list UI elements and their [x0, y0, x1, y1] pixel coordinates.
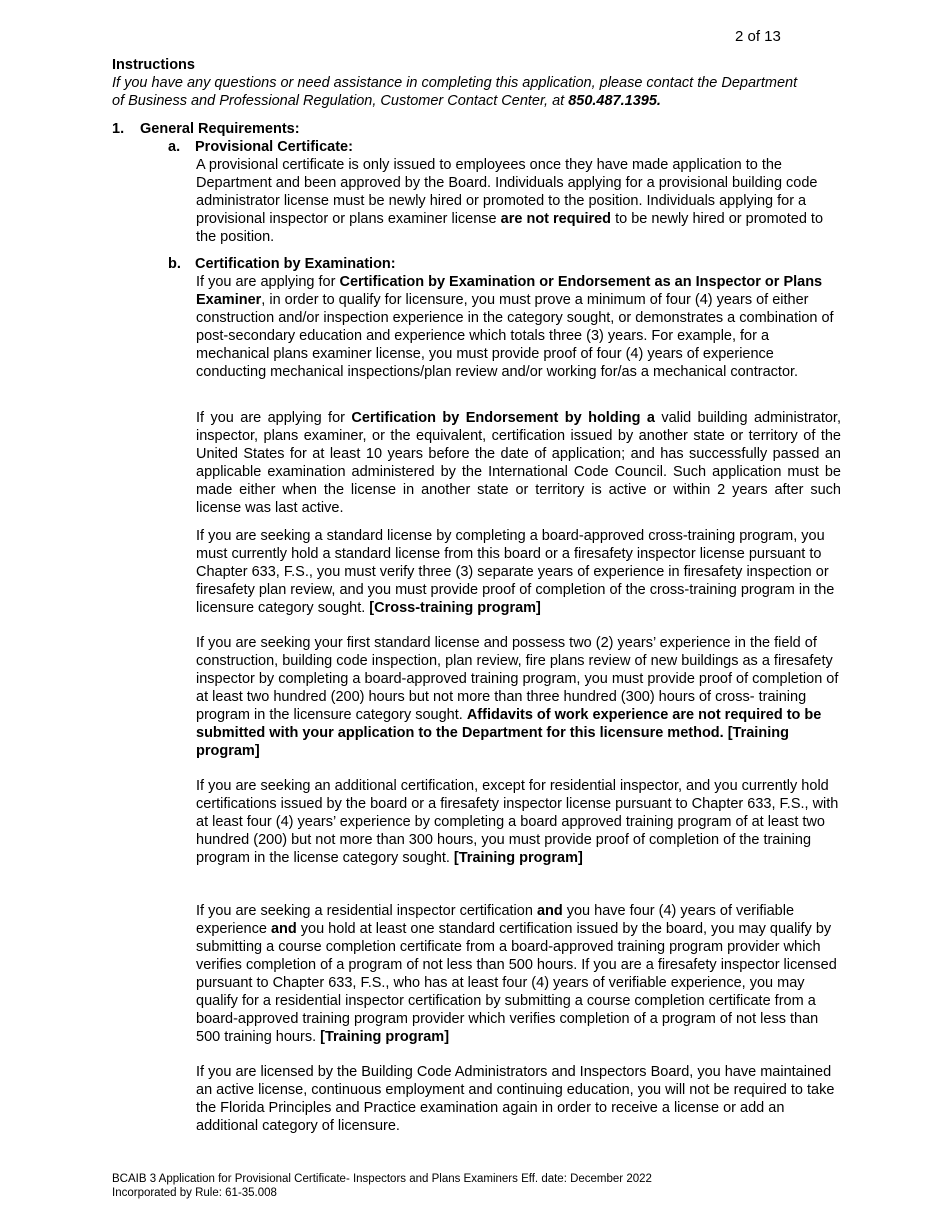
footer-form-info: BCAIB 3 Application for Provisional Certificate- Inspectors and Plans Examiners Eff. date: December 2022 [112, 1173, 652, 1185]
provisional-text-b: to be newly hired or promoted to the position. [196, 211, 824, 245]
p1-text-a: If you are applying for [196, 274, 340, 290]
p1-text-b: , in order to qualify for licensure, you must prove a minimum of four (4) years of either construction and/or inspection experience in the category sought, or demonstrates a combination of post-secondary education and experience which totals three (3) years. For example, for a mechanical plans examiner license, you must provide proof of four (4) years of experience conducting mechanical inspections/plan review and/or working for/as a mechanical contractor. [196, 292, 834, 380]
p2-emphasis: Certification by Endorsement by holding a [351, 410, 655, 426]
examination-heading [168, 255, 396, 273]
provisional-heading [168, 138, 353, 156]
page-number: 2 of 13 [735, 28, 781, 45]
p3-emphasis: [Cross-training program] [369, 600, 541, 616]
subsection-letter-b: b. [168, 256, 181, 272]
p6-text-a: If you are seeking a residential inspector certification [196, 903, 537, 919]
footer [112, 1172, 652, 1200]
footer-rule: Incorporated by Rule: 61-35.008 [112, 1187, 277, 1199]
p4-text-a: If you are seeking your first standard license and possess two (2) years’ experience in the field of construction, building code inspection, plan review, fire plans review of new buildings as a firesafety inspector by completing a board-approved training program, you must provide proof of completion of at least two hundred (200) hours but not more than three hundred (300) hours of cross- training program in the licensure category sought. [196, 635, 839, 723]
p4-emphasis: Affidavits of work experience are not required to be submitted with your application to the Department for this licensure method. [Training program] [196, 707, 822, 759]
p2-text-b: valid building administrator, inspector, plans examiner, or the equivalent, certification issued by another state or territory of the United States for at least 10 years before the date of application; and has successfully passed an applicable examination administered by the International Code Council. Such application must be made either when the license in another state or territory is active or within 2 years after such license was last active. [196, 410, 841, 516]
p6-emphasis: [Training program] [320, 1029, 450, 1045]
instructions-section [112, 56, 812, 110]
p2-text-a: If you are applying for [196, 410, 352, 426]
p6-text-b: you have four (4) years of verifiable experience [196, 903, 795, 937]
p3-text-a: If you are seeking a standard license by completing a board-approved cross-training program, you must currently hold a standard license from this board or a firesafety inspector license pursuant to Chapter 633, F.S., you must verify three (3) separate years of experience in firesafety inspection or firesafety plan review, and you must provide proof of completion of the cross-training program in the licensure category sought. [196, 528, 835, 616]
phone-number: 850.487.1395. [568, 93, 661, 109]
section-title: General Requirements: [140, 121, 300, 137]
examination-paragraph-2 [196, 409, 841, 517]
general-requirements-heading [112, 120, 300, 138]
provisional-emphasis: are not required [500, 211, 612, 227]
p1-emphasis: Certification by Examination or Endorsement as an Inspector or Plans Examiner [196, 274, 823, 308]
provisional-title: Provisional Certificate: [195, 139, 353, 155]
examination-paragraph-1 [196, 273, 841, 381]
p5-emphasis: [Training program] [453, 850, 583, 866]
p6-and-2: and [270, 921, 297, 937]
section-number: 1. [112, 121, 125, 137]
provisional-text-a: A provisional certificate is only issued to employees once they have made application to the Department and been approved by the Board. Individuals applying for a provisional building code administrator license must be newly hired or promoted to the position. Individuals applying for a provisional inspector or plans examiner license [196, 157, 818, 227]
instructions-title: Instructions [112, 57, 195, 73]
provisional-paragraph [196, 156, 841, 246]
p6-text-c: you hold at least one standard certification issued by the board, you may qualify by submitting a course completion certificate from a board-approved training program provider which verifies completion of a program of not less than 500 hours. If you are a firesafety inspector licensed pursuant to Chapter 633, F.S., who has at least four (4) years of verifiable experience, you may qualify for a residential inspector certification by submitting a course completion certificate from a board-approved training program provider which verifies completion of a program of not less than 500 training hours. [196, 921, 837, 1045]
examination-paragraph-7: If you are licensed by the Building Code Administrators and Inspectors Board, you have maintained an active license, continuous employment and continuing education, you will not be required to take the Florida Principles and Practice examination again in order to receive a license or add an additional category of licensure. [196, 1064, 835, 1134]
contact-sentence: If you have any questions or need assistance in completing this application, please contact the Department of Business and Professional Regulation, Customer Contact Center, at [112, 75, 798, 109]
p5-text-a: If you are seeking an additional certification, except for residential inspector, and you currently hold certifications issued by the board or a firesafety inspector license pursuant to Chapter 633, F.S., with at least four (4) years’ experience by completing a board approved training program of at least two hundred (200) but not more than 300 hours, you must provide proof of completion of the training program in the license category sought. [196, 778, 839, 866]
examination-title: Certification by Examination: [195, 256, 396, 272]
subsection-letter-a: a. [168, 139, 181, 155]
examination-paragraph-6 [196, 902, 841, 1046]
examination-paragraph-5 [196, 777, 841, 867]
p6-and-1: and [536, 903, 563, 919]
contact-text [112, 74, 812, 110]
examination-paragraph-4 [196, 634, 841, 760]
examination-paragraph-3 [196, 527, 841, 617]
